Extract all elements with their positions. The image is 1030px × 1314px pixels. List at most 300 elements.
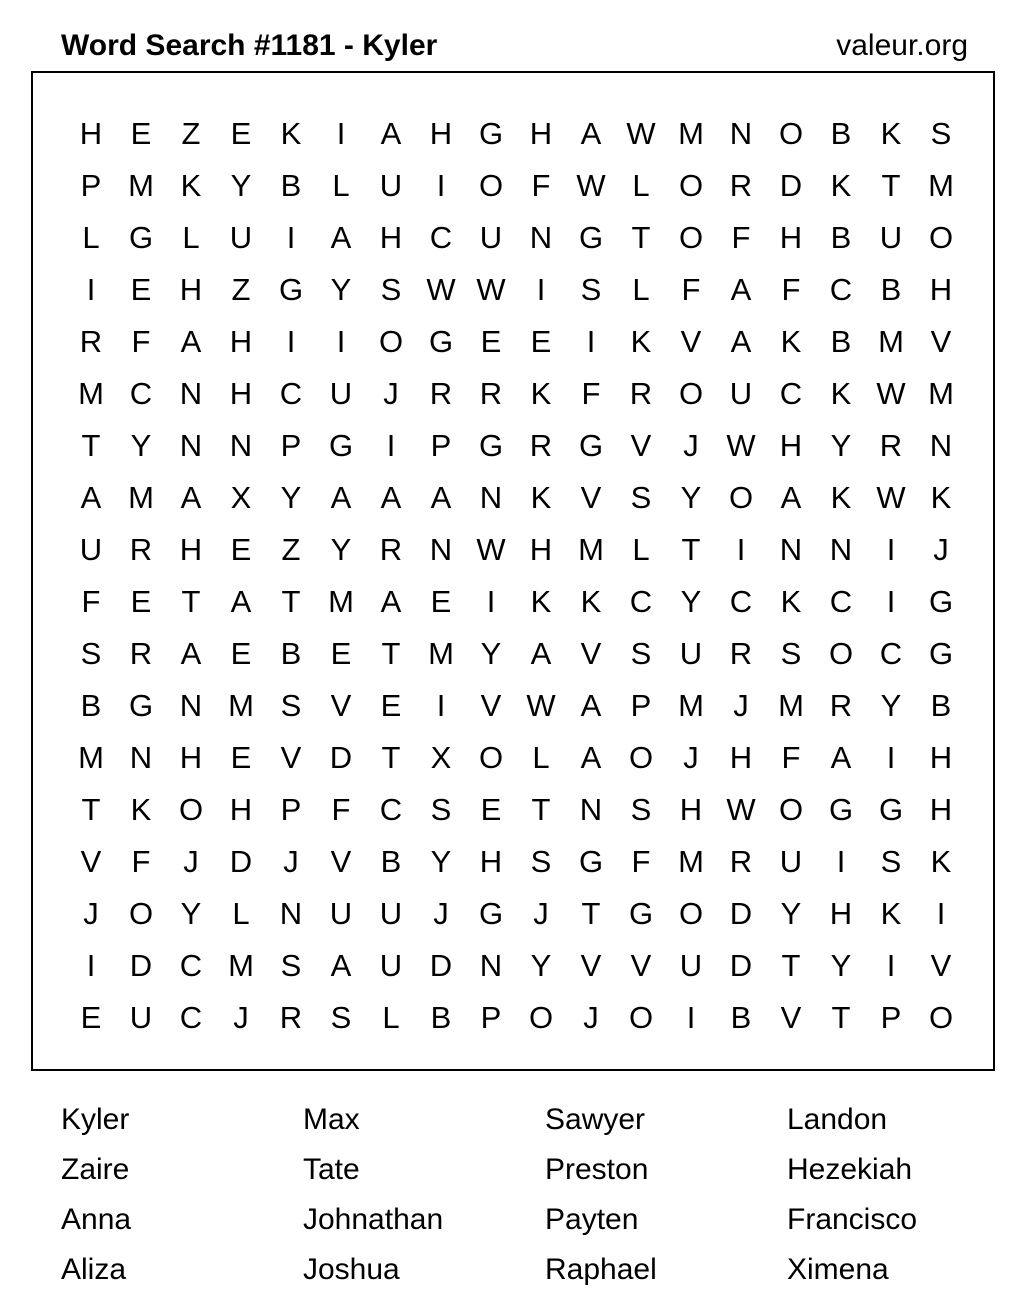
grid-cell[interactable]: C (829, 271, 853, 307)
grid-cell[interactable]: B (830, 115, 852, 151)
grid-cell[interactable]: T (681, 531, 701, 567)
grid-cell[interactable]: A (330, 219, 352, 255)
grid-cell[interactable]: H (929, 791, 953, 827)
grid-cell[interactable]: T (281, 583, 301, 619)
grid-cell[interactable]: M (678, 687, 704, 723)
grid-cell[interactable]: E (330, 635, 352, 671)
grid-cell[interactable]: C (779, 375, 803, 411)
grid-cell[interactable]: U (329, 895, 353, 931)
grid-cell[interactable]: T (781, 947, 801, 983)
grid-cell[interactable]: E (380, 687, 402, 723)
grid-cell[interactable]: M (928, 167, 954, 203)
grid-cell[interactable]: I (286, 219, 296, 255)
grid-cell[interactable]: N (479, 947, 503, 983)
grid-cell[interactable]: G (578, 843, 604, 879)
grid-cell[interactable]: V (580, 635, 602, 671)
grid-cell[interactable]: H (529, 115, 553, 151)
grid-cell[interactable]: M (128, 479, 154, 515)
grid-cell[interactable]: C (879, 635, 903, 671)
grid-cell[interactable]: Y (280, 479, 302, 515)
grid-cell[interactable]: C (279, 375, 303, 411)
grid-cell[interactable]: V (780, 999, 802, 1035)
grid-cell[interactable]: I (86, 947, 96, 983)
grid-cell[interactable]: B (830, 323, 852, 359)
grid-cell[interactable]: H (929, 739, 953, 775)
grid-cell[interactable]: F (631, 843, 651, 879)
grid-cell[interactable]: N (229, 427, 253, 463)
grid-cell[interactable]: G (128, 219, 154, 255)
grid-cell[interactable]: A (730, 271, 752, 307)
grid-cell[interactable]: F (531, 167, 551, 203)
grid-cell[interactable]: A (330, 947, 352, 983)
grid-cell[interactable]: E (230, 635, 252, 671)
grid-cell[interactable]: L (182, 219, 200, 255)
grid-cell[interactable]: I (436, 167, 446, 203)
grid-cell[interactable]: I (86, 271, 96, 307)
grid-cell[interactable]: H (779, 427, 803, 463)
grid-cell[interactable]: T (531, 791, 551, 827)
grid-cell[interactable]: R (629, 375, 653, 411)
grid-cell[interactable]: G (328, 427, 354, 463)
grid-cell[interactable]: S (780, 635, 802, 671)
grid-cell[interactable]: O (928, 219, 954, 255)
grid-cell[interactable]: M (578, 531, 604, 567)
grid-cell[interactable]: T (81, 791, 101, 827)
grid-cell[interactable]: S (580, 271, 602, 307)
grid-cell[interactable]: K (630, 323, 652, 359)
grid-cell[interactable]: Y (480, 635, 502, 671)
grid-cell[interactable]: F (581, 375, 601, 411)
grid-cell[interactable]: J (83, 895, 99, 931)
grid-cell[interactable]: R (729, 635, 753, 671)
grid-cell[interactable]: K (830, 375, 852, 411)
grid-cell[interactable]: V (480, 687, 502, 723)
grid-cell[interactable]: C (829, 583, 853, 619)
grid-cell[interactable]: H (179, 739, 203, 775)
grid-cell[interactable]: P (280, 427, 302, 463)
grid-cell[interactable]: D (729, 947, 753, 983)
grid-cell[interactable]: A (180, 479, 202, 515)
grid-cell[interactable]: I (836, 843, 846, 879)
grid-cell[interactable]: P (280, 791, 302, 827)
grid-cell[interactable]: B (80, 687, 102, 723)
grid-cell[interactable]: G (878, 791, 904, 827)
grid-cell[interactable]: G (628, 895, 654, 931)
grid-cell[interactable]: V (330, 843, 352, 879)
grid-cell[interactable]: A (330, 479, 352, 515)
grid-cell[interactable]: N (179, 375, 203, 411)
grid-cell[interactable]: W (876, 375, 906, 411)
grid-cell[interactable]: W (476, 531, 506, 567)
grid-cell[interactable]: I (936, 895, 946, 931)
grid-cell[interactable]: I (486, 583, 496, 619)
grid-cell[interactable]: K (780, 583, 802, 619)
grid-cell[interactable]: U (879, 219, 903, 255)
grid-cell[interactable]: W (576, 167, 606, 203)
grid-cell[interactable]: Y (130, 427, 152, 463)
grid-cell[interactable]: L (532, 739, 550, 775)
grid-cell[interactable]: G (478, 427, 504, 463)
grid-cell[interactable]: A (380, 583, 402, 619)
grid-cell[interactable]: K (830, 167, 852, 203)
grid-cell[interactable]: I (336, 323, 346, 359)
grid-cell[interactable]: I (886, 739, 896, 775)
grid-cell[interactable]: X (430, 739, 452, 775)
grid-cell[interactable]: A (230, 583, 252, 619)
grid-cell[interactable]: Y (880, 687, 902, 723)
grid-cell[interactable]: G (428, 323, 454, 359)
grid-cell[interactable]: H (679, 791, 703, 827)
grid-cell[interactable]: D (329, 739, 353, 775)
grid-cell[interactable]: G (578, 427, 604, 463)
grid-cell[interactable]: U (779, 843, 803, 879)
grid-cell[interactable]: Z (231, 271, 251, 307)
grid-cell[interactable]: F (131, 843, 151, 879)
grid-cell[interactable]: B (430, 999, 452, 1035)
grid-cell[interactable]: E (480, 323, 502, 359)
grid-cell[interactable]: B (280, 635, 302, 671)
grid-cell[interactable]: U (679, 635, 703, 671)
grid-cell[interactable]: S (880, 843, 902, 879)
grid-cell[interactable]: O (778, 791, 804, 827)
grid-cell[interactable]: R (79, 323, 103, 359)
grid-cell[interactable]: Z (181, 115, 201, 151)
grid-cell[interactable]: S (380, 271, 402, 307)
grid-cell[interactable]: M (878, 323, 904, 359)
grid-cell[interactable]: W (726, 791, 756, 827)
grid-cell[interactable]: O (678, 895, 704, 931)
grid-cell[interactable]: H (929, 271, 953, 307)
grid-cell[interactable]: U (229, 219, 253, 255)
grid-cell[interactable]: I (886, 947, 896, 983)
grid-cell[interactable]: Y (680, 583, 702, 619)
grid-cell[interactable]: E (130, 115, 152, 151)
grid-cell[interactable]: I (686, 999, 696, 1035)
grid-cell[interactable]: U (379, 947, 403, 983)
grid-cell[interactable]: H (229, 375, 253, 411)
grid-cell[interactable]: D (729, 895, 753, 931)
grid-cell[interactable]: X (230, 479, 252, 515)
grid-cell[interactable]: F (131, 323, 151, 359)
grid-cell[interactable]: S (530, 843, 552, 879)
grid-cell[interactable]: A (830, 739, 852, 775)
grid-cell[interactable]: G (278, 271, 304, 307)
grid-cell[interactable]: K (530, 583, 552, 619)
grid-cell[interactable]: S (330, 999, 352, 1035)
grid-cell[interactable]: O (728, 479, 754, 515)
grid-cell[interactable]: W (526, 687, 556, 723)
grid-cell[interactable]: Y (230, 167, 252, 203)
grid-cell[interactable]: C (629, 583, 653, 619)
grid-cell[interactable]: J (433, 895, 449, 931)
grid-cell[interactable]: W (476, 271, 506, 307)
grid-cell[interactable]: S (630, 635, 652, 671)
grid-cell[interactable]: O (528, 999, 554, 1035)
grid-cell[interactable]: Y (780, 895, 802, 931)
grid-cell[interactable]: J (933, 531, 949, 567)
grid-cell[interactable]: H (229, 323, 253, 359)
grid-cell[interactable]: I (586, 323, 596, 359)
grid-cell[interactable]: O (778, 115, 804, 151)
grid-cell[interactable]: L (232, 895, 250, 931)
grid-cell[interactable]: O (478, 739, 504, 775)
grid-cell[interactable]: O (628, 739, 654, 775)
grid-cell[interactable]: O (678, 219, 704, 255)
grid-cell[interactable]: P (480, 999, 502, 1035)
grid-cell[interactable]: N (129, 739, 153, 775)
grid-cell[interactable]: I (336, 115, 346, 151)
grid-cell[interactable]: V (580, 479, 602, 515)
grid-cell[interactable]: H (179, 531, 203, 567)
grid-cell[interactable]: T (881, 167, 901, 203)
grid-cell[interactable]: I (386, 427, 396, 463)
grid-cell[interactable]: M (228, 947, 254, 983)
grid-cell[interactable]: D (129, 947, 153, 983)
grid-cell[interactable]: M (928, 375, 954, 411)
grid-cell[interactable]: G (928, 635, 954, 671)
grid-cell[interactable]: S (630, 479, 652, 515)
grid-cell[interactable]: N (529, 219, 553, 255)
grid-cell[interactable]: A (580, 739, 602, 775)
grid-cell[interactable]: T (381, 739, 401, 775)
grid-cell[interactable]: O (628, 999, 654, 1035)
grid-cell[interactable]: N (179, 427, 203, 463)
grid-cell[interactable]: R (429, 375, 453, 411)
grid-cell[interactable]: V (330, 687, 352, 723)
grid-cell[interactable]: N (179, 687, 203, 723)
grid-cell[interactable]: J (383, 375, 399, 411)
grid-cell[interactable]: R (729, 167, 753, 203)
grid-cell[interactable]: M (428, 635, 454, 671)
grid-cell[interactable]: K (930, 843, 952, 879)
grid-cell[interactable]: K (180, 167, 202, 203)
grid-cell[interactable]: A (730, 323, 752, 359)
grid-cell[interactable]: R (479, 375, 503, 411)
grid-cell[interactable]: V (680, 323, 702, 359)
grid-cell[interactable]: F (731, 219, 751, 255)
grid-cell[interactable]: C (729, 583, 753, 619)
grid-cell[interactable]: A (80, 479, 102, 515)
grid-cell[interactable]: H (79, 115, 103, 151)
grid-cell[interactable]: L (332, 167, 350, 203)
grid-cell[interactable]: I (886, 583, 896, 619)
grid-cell[interactable]: E (230, 531, 252, 567)
grid-cell[interactable]: E (480, 791, 502, 827)
grid-cell[interactable]: B (280, 167, 302, 203)
grid-cell[interactable]: T (81, 427, 101, 463)
grid-cell[interactable]: A (180, 635, 202, 671)
grid-cell[interactable]: L (632, 271, 650, 307)
grid-cell[interactable]: R (729, 843, 753, 879)
grid-cell[interactable]: N (729, 115, 753, 151)
grid-cell[interactable]: S (630, 791, 652, 827)
grid-cell[interactable]: B (880, 271, 902, 307)
grid-cell[interactable]: V (80, 843, 102, 879)
grid-cell[interactable]: C (179, 947, 203, 983)
grid-cell[interactable]: U (329, 375, 353, 411)
grid-cell[interactable]: A (430, 479, 452, 515)
grid-cell[interactable]: K (530, 375, 552, 411)
grid-cell[interactable]: Y (830, 947, 852, 983)
grid-cell[interactable]: U (79, 531, 103, 567)
grid-cell[interactable]: S (80, 635, 102, 671)
grid-cell[interactable]: F (681, 271, 701, 307)
grid-cell[interactable]: A (530, 635, 552, 671)
grid-cell[interactable]: A (180, 323, 202, 359)
grid-cell[interactable]: D (229, 843, 253, 879)
grid-cell[interactable]: Y (330, 271, 352, 307)
grid-cell[interactable]: I (436, 687, 446, 723)
grid-cell[interactable]: T (181, 583, 201, 619)
grid-cell[interactable]: A (580, 687, 602, 723)
grid-cell[interactable]: F (331, 791, 351, 827)
grid-cell[interactable]: S (930, 115, 952, 151)
grid-cell[interactable]: Y (830, 427, 852, 463)
grid-cell[interactable]: Y (530, 947, 552, 983)
grid-cell[interactable]: N (929, 427, 953, 463)
grid-cell[interactable]: G (828, 791, 854, 827)
grid-cell[interactable]: S (280, 947, 302, 983)
grid-cell[interactable]: J (683, 739, 699, 775)
grid-cell[interactable]: B (830, 219, 852, 255)
grid-cell[interactable]: A (380, 479, 402, 515)
grid-cell[interactable]: M (778, 687, 804, 723)
grid-cell[interactable]: P (80, 167, 102, 203)
grid-cell[interactable]: V (280, 739, 302, 775)
grid-cell[interactable]: J (533, 895, 549, 931)
grid-cell[interactable]: V (630, 427, 652, 463)
grid-cell[interactable]: M (78, 375, 104, 411)
grid-cell[interactable]: P (630, 687, 652, 723)
grid-cell[interactable]: J (733, 687, 749, 723)
grid-cell[interactable]: F (81, 583, 101, 619)
grid-cell[interactable]: T (631, 219, 651, 255)
grid-cell[interactable]: C (379, 791, 403, 827)
grid-cell[interactable]: H (229, 791, 253, 827)
grid-cell[interactable]: K (780, 323, 802, 359)
grid-cell[interactable]: O (678, 167, 704, 203)
grid-cell[interactable]: F (781, 739, 801, 775)
grid-cell[interactable]: N (829, 531, 853, 567)
grid-cell[interactable]: H (729, 739, 753, 775)
grid-cell[interactable]: P (880, 999, 902, 1035)
grid-cell[interactable]: J (583, 999, 599, 1035)
grid-cell[interactable]: O (678, 375, 704, 411)
grid-cell[interactable]: O (178, 791, 204, 827)
grid-cell[interactable]: J (283, 843, 299, 879)
grid-cell[interactable]: G (478, 895, 504, 931)
grid-cell[interactable]: U (129, 999, 153, 1035)
grid-cell[interactable]: K (880, 115, 902, 151)
grid-cell[interactable]: K (830, 479, 852, 515)
grid-cell[interactable]: V (630, 947, 652, 983)
grid-cell[interactable]: L (632, 531, 650, 567)
grid-cell[interactable]: M (328, 583, 354, 619)
grid-cell[interactable]: C (179, 999, 203, 1035)
grid-cell[interactable]: T (581, 895, 601, 931)
grid-cell[interactable]: F (781, 271, 801, 307)
grid-cell[interactable]: H (179, 271, 203, 307)
grid-cell[interactable]: J (183, 843, 199, 879)
grid-cell[interactable]: R (279, 999, 303, 1035)
grid-cell[interactable]: R (129, 531, 153, 567)
grid-cell[interactable]: J (233, 999, 249, 1035)
grid-cell[interactable]: H (429, 115, 453, 151)
grid-cell[interactable]: O (928, 999, 954, 1035)
grid-cell[interactable]: E (230, 739, 252, 775)
grid-cell[interactable]: U (679, 947, 703, 983)
grid-cell[interactable]: U (379, 167, 403, 203)
grid-cell[interactable]: R (829, 687, 853, 723)
grid-cell[interactable]: B (380, 843, 402, 879)
grid-cell[interactable]: B (730, 999, 752, 1035)
grid-cell[interactable]: K (280, 115, 302, 151)
grid-cell[interactable]: Y (180, 895, 202, 931)
grid-cell[interactable]: E (430, 583, 452, 619)
grid-cell[interactable]: O (128, 895, 154, 931)
grid-cell[interactable]: C (129, 375, 153, 411)
grid-cell[interactable]: O (828, 635, 854, 671)
grid-cell[interactable]: D (779, 167, 803, 203)
grid-cell[interactable]: G (928, 583, 954, 619)
grid-cell[interactable]: I (736, 531, 746, 567)
grid-cell[interactable]: Y (430, 843, 452, 879)
grid-cell[interactable]: G (128, 687, 154, 723)
grid-cell[interactable]: A (580, 115, 602, 151)
grid-cell[interactable]: T (381, 635, 401, 671)
grid-cell[interactable]: A (380, 115, 402, 151)
grid-cell[interactable]: G (578, 219, 604, 255)
grid-cell[interactable]: U (729, 375, 753, 411)
grid-cell[interactable]: Y (680, 479, 702, 515)
grid-cell[interactable]: K (530, 479, 552, 515)
grid-cell[interactable]: W (426, 271, 456, 307)
grid-cell[interactable]: U (379, 895, 403, 931)
grid-cell[interactable]: I (536, 271, 546, 307)
grid-cell[interactable]: K (880, 895, 902, 931)
grid-cell[interactable]: E (230, 115, 252, 151)
grid-cell[interactable]: N (579, 791, 603, 827)
grid-cell[interactable]: H (479, 843, 503, 879)
grid-cell[interactable]: V (580, 947, 602, 983)
grid-cell[interactable]: H (529, 531, 553, 567)
grid-cell[interactable]: M (678, 843, 704, 879)
grid-cell[interactable]: C (429, 219, 453, 255)
grid-cell[interactable]: L (382, 999, 400, 1035)
grid-cell[interactable]: K (130, 791, 152, 827)
grid-cell[interactable]: P (430, 427, 452, 463)
grid-cell[interactable]: E (130, 271, 152, 307)
grid-cell[interactable]: E (130, 583, 152, 619)
grid-cell[interactable]: M (78, 739, 104, 775)
grid-cell[interactable]: W (726, 427, 756, 463)
grid-cell[interactable]: M (228, 687, 254, 723)
grid-cell[interactable]: M (678, 115, 704, 151)
grid-cell[interactable]: R (529, 427, 553, 463)
grid-cell[interactable]: S (430, 791, 452, 827)
grid-cell[interactable]: W (626, 115, 656, 151)
grid-cell[interactable]: R (129, 635, 153, 671)
grid-cell[interactable]: N (429, 531, 453, 567)
grid-cell[interactable]: A (780, 479, 802, 515)
grid-cell[interactable]: B (930, 687, 952, 723)
grid-cell[interactable]: O (478, 167, 504, 203)
grid-cell[interactable]: H (829, 895, 853, 931)
grid-cell[interactable]: T (831, 999, 851, 1035)
grid-cell[interactable]: R (379, 531, 403, 567)
grid-cell[interactable]: M (128, 167, 154, 203)
grid-cell[interactable]: L (82, 219, 100, 255)
